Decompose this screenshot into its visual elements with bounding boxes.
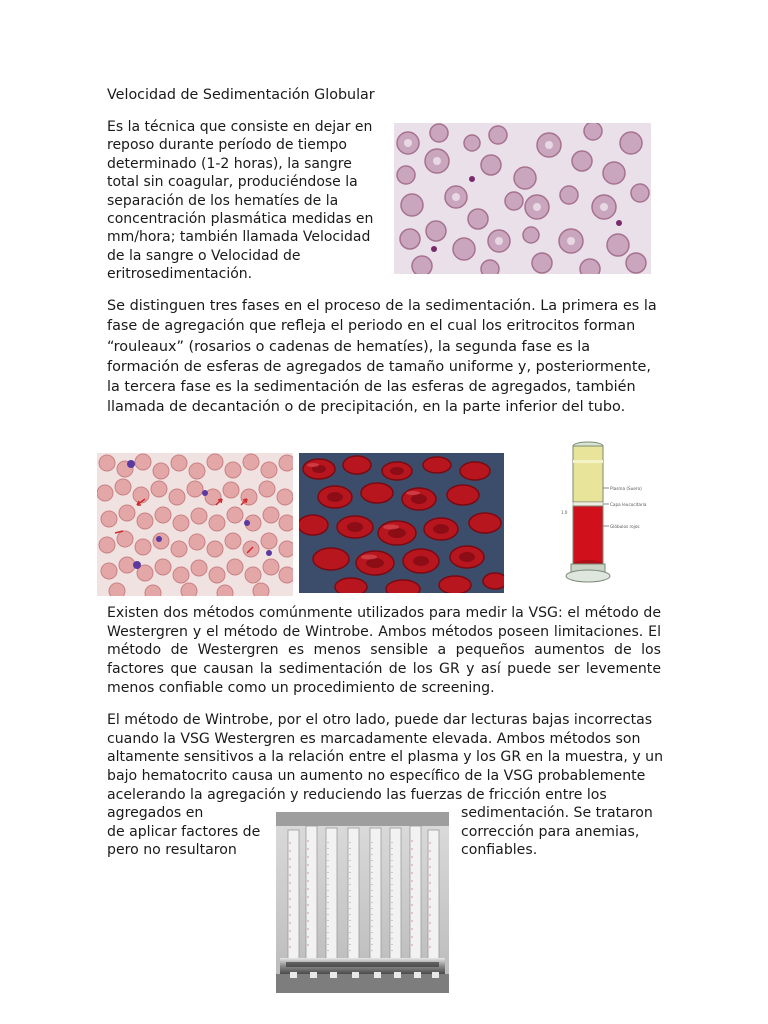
sedimentation-tube-graphic [560, 440, 652, 590]
wrap-line: pero no resultaron [107, 842, 237, 859]
rouleaux-smear-image [97, 453, 293, 596]
tube-label-buffy-coat: Capa leucocitaria [610, 502, 647, 507]
paragraph-phases: Se distinguen tres fases en el proceso de la sedimentación. La primera es la fase de agregación que refleja el periodo en el cual los eritrocitos forman “rouleaux” (rosarios o cadenas de hematíes), la segunda fase es la formación de esferas de agregados de tamaño uniforme y, posteriormente, la tercera fase es la sedimentación de las esferas de agregados, también llamada de decantación o de precipitación, en la parte inferior del tubo. [107, 298, 657, 416]
tube-label-red-cells: Glóbulos rojos [610, 524, 640, 529]
paragraph-line: acelerando la agregación y reduciendo las fuerzas de fricción entre los [107, 786, 607, 803]
red-cells-3d-image [299, 453, 504, 593]
sedimentation-tube-diagram [560, 440, 652, 590]
westergren-tubes-graphic [276, 812, 449, 993]
wrap-line: sedimentación. Se trataron [461, 805, 653, 821]
paragraph-methods: Existen dos métodos comúnmente utilizados para medir la VSG: el método de Westergren y el método de Wintrobe. Ambos métodos poseen limitaciones. El método de Westergren es menos sensible a pequeños aumentos de los factores que causan la sedimentación de los GR y así puede ser levemente menos confiable como un procedimiento de screening. [107, 605, 661, 696]
wrap-line: confiables. [461, 842, 538, 859]
paragraph-definition: Es la técnica que consiste en dejar en reposo durante período de tiempo determinado (1-2 horas), la sangre total sin coagular, produciéndose la separación de los hematíes de la concentración plasmática medidas en mm/hora; también llamada Velocidad de la sangre o Velocidad de eritrosedimentación. [107, 119, 374, 283]
wrap-line: de aplicar factores de [107, 823, 261, 840]
paragraph-line: altamente sensitivos a la relación entre el plasma y los GR en la muestra, y un [107, 749, 664, 766]
wrap-line: corrección para anemias, [461, 823, 640, 840]
paragraph-wintrobe [107, 711, 664, 805]
rouleaux-smear-graphic [97, 453, 293, 596]
blood-smear-graphic [394, 123, 651, 274]
document-title: Velocidad de Sedimentación Globular [107, 87, 375, 103]
paragraph-line: bajo hematocrito causa un aumento no específico de la VSG probablemente [107, 768, 646, 785]
wrap-text-right [461, 804, 653, 860]
red-cells-3d-graphic [299, 453, 504, 593]
tube-scale-mark: 1.0 [561, 510, 568, 515]
paragraph-line: cuando la VSG Westergren es marcadamente elevada. Ambos métodos son [107, 730, 641, 747]
blood-smear-image [394, 123, 651, 274]
westergren-tubes-photo [276, 812, 449, 993]
wrap-line: agregados en [107, 805, 204, 821]
wrap-text-left [107, 804, 260, 860]
paragraph-line: El método de Wintrobe, por el otro lado, puede dar lecturas bajas incorrectas [107, 712, 653, 728]
tube-label-plasma: Plasma (Suero) [610, 486, 642, 491]
